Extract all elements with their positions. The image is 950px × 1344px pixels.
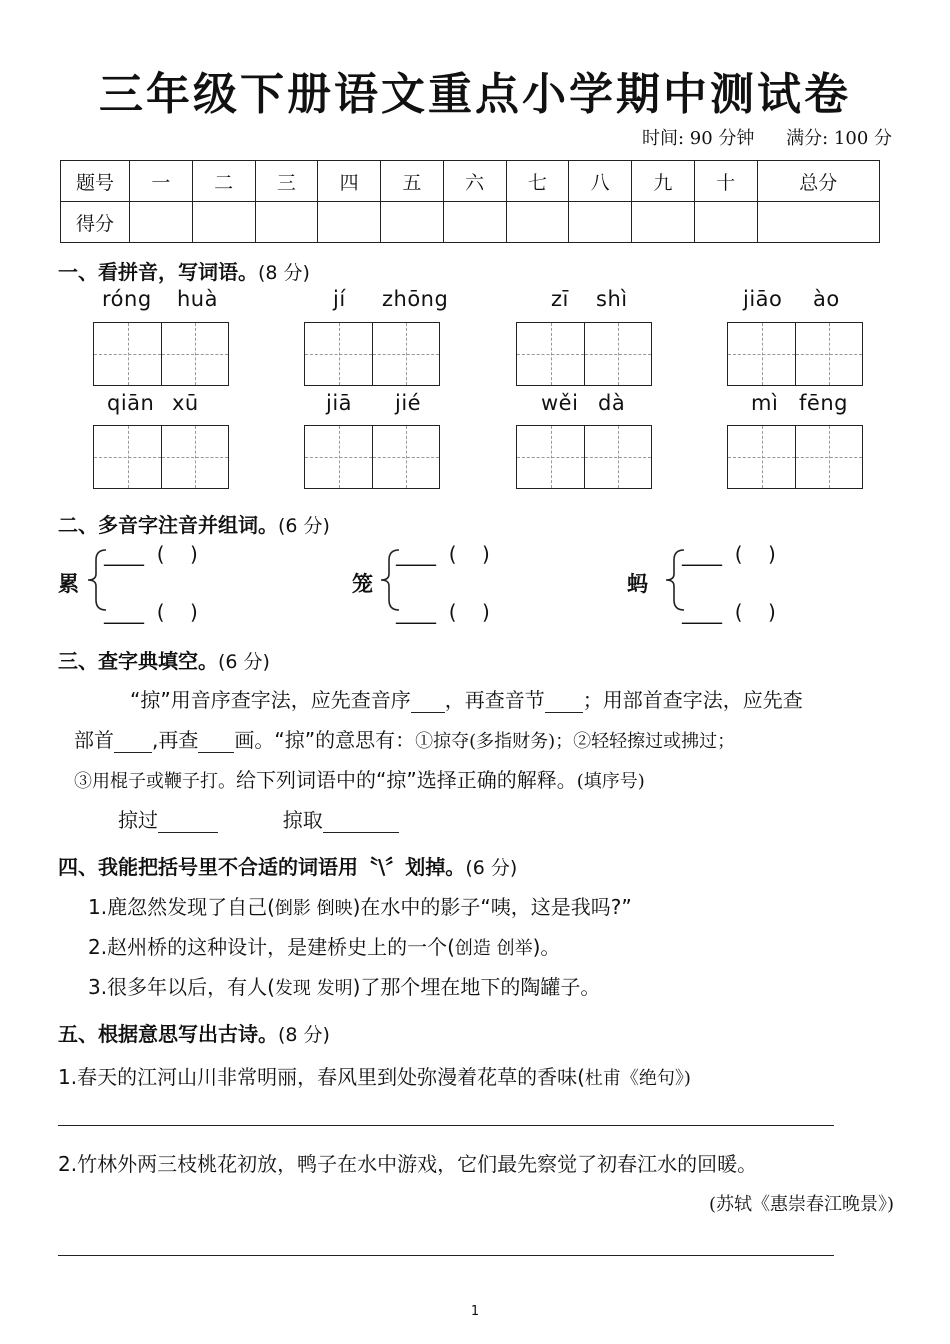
exam-time: 时间: 90 分钟	[641, 128, 755, 149]
writing-grid[interactable]	[304, 425, 440, 489]
s4-text: 2.赵州桥的这种设计，是建桥史上的一个(	[88, 935, 455, 959]
score-header-row	[61, 161, 880, 202]
pinyin-4b: ào	[813, 287, 840, 311]
score-input-cell[interactable]	[318, 202, 381, 243]
pinyin-1a: róng	[102, 287, 152, 311]
s4-question-3	[88, 971, 600, 1000]
s3-meanings: ①掠夺(多指财务)；②轻轻擦过或拂过；	[415, 731, 736, 752]
pinyin-5b: xū	[172, 391, 199, 415]
blank-field[interactable]	[323, 808, 399, 833]
s4-text: 1.鹿忽然发现了自己(	[88, 895, 275, 919]
score-input-cell[interactable]	[130, 202, 193, 243]
s4-question-2	[88, 931, 560, 960]
score-input-cell[interactable]	[506, 202, 569, 243]
score-input-cell[interactable]	[192, 202, 255, 243]
s5-question-1	[58, 1061, 691, 1090]
s4-word-choices[interactable]: 发现 发明	[274, 978, 353, 999]
polyphone-blank[interactable]: ____ ( )	[104, 600, 198, 624]
s3-text: ,再查	[152, 728, 199, 752]
score-header-cell: 题号	[61, 161, 130, 202]
section-2-title: 二、多音字注音并组词。	[58, 513, 278, 537]
section-2-points: (6 分)	[278, 515, 330, 537]
writing-grid[interactable]	[727, 322, 863, 386]
section-5-title: 五、根据意思写出古诗。	[58, 1022, 278, 1046]
score-header-cell: 六	[443, 161, 506, 202]
s4-text: 3.很多年以后，有人(	[88, 975, 275, 999]
score-header-cell: 十	[694, 161, 757, 202]
polyphone-char-1: 累	[58, 572, 79, 596]
pinyin-6b: jié	[395, 391, 422, 415]
page-number: 1	[470, 1304, 480, 1319]
s3-line-2	[74, 724, 735, 753]
section-1-title: 一、看拼音，写词语。	[58, 260, 258, 284]
answer-line[interactable]	[58, 1255, 834, 1256]
score-table	[60, 160, 880, 243]
section-1-points: (8 分)	[258, 262, 310, 284]
pinyin-6a: jiā	[326, 391, 353, 415]
score-input-cell[interactable]	[694, 202, 757, 243]
score-input-cell[interactable]	[381, 202, 444, 243]
section-4-heading	[58, 851, 517, 880]
polyphone-blank[interactable]: ____ ( )	[682, 600, 776, 624]
s4-text: )了那个埋在地下的陶罐子。	[352, 975, 601, 999]
writing-grid[interactable]	[727, 425, 863, 489]
s4-word-choices[interactable]: 倒影 倒映	[274, 898, 353, 919]
writing-grid[interactable]	[304, 322, 440, 386]
pinyin-3b: shì	[596, 287, 628, 311]
writing-grid[interactable]	[516, 425, 652, 489]
blank-field[interactable]	[158, 808, 218, 833]
polyphone-blank[interactable]: ____ ( )	[396, 542, 490, 566]
section-5-points: (8 分)	[278, 1024, 330, 1046]
score-input-cell[interactable]	[443, 202, 506, 243]
score-header-cell: 九	[632, 161, 695, 202]
score-header-cell: 三	[255, 161, 318, 202]
s3-hint: (填序号)	[576, 771, 645, 792]
s4-text: )。	[532, 935, 561, 959]
score-header-cell: 一	[130, 161, 193, 202]
score-header-cell: 二	[192, 161, 255, 202]
section-4-points: (6 分)	[465, 857, 518, 879]
exam-meta	[616, 124, 892, 150]
s3-text: ；用部首查字法，应先查	[582, 688, 803, 712]
score-header-cell: 七	[506, 161, 569, 202]
score-header-cell: 四	[318, 161, 381, 202]
polyphone-blank[interactable]: ____ ( )	[396, 600, 490, 624]
s3-line-1	[130, 684, 803, 713]
section-3-heading	[58, 645, 270, 674]
score-row-label: 得分	[61, 202, 130, 243]
pinyin-7b: dà	[598, 391, 626, 415]
writing-grid[interactable]	[93, 425, 229, 489]
score-value-row	[61, 202, 880, 243]
s3-text: 给下列词语中的“掠”选择正确的解释。	[236, 768, 577, 792]
pinyin-5a: qiān	[107, 391, 155, 415]
blank-field[interactable]	[114, 728, 152, 753]
score-input-cell[interactable]	[255, 202, 318, 243]
s3-word-1: 掠过	[118, 808, 158, 832]
s3-line-3	[74, 764, 645, 793]
section-5-heading	[58, 1018, 330, 1047]
answer-line[interactable]	[58, 1125, 834, 1126]
s4-text: )在水中的影子“咦，这是我吗?”	[352, 895, 632, 919]
pinyin-3a: zī	[551, 287, 569, 311]
score-header-cell: 五	[381, 161, 444, 202]
pinyin-8b: fēng	[799, 391, 848, 415]
writing-grid[interactable]	[516, 322, 652, 386]
score-header-cell: 总分	[757, 161, 880, 202]
pinyin-7a: wěi	[541, 391, 579, 415]
section-3-title: 三、查字典填空。	[58, 649, 218, 673]
s3-word-2: 掠取	[282, 808, 323, 832]
s3-text: “掠”用音序查字法，应先查音序	[130, 688, 411, 712]
section-2-heading	[58, 509, 330, 538]
s5-question-2: 2.竹林外两三枝桃花初放，鸭子在水中游戏，它们最先察觉了初春江水的回暖。	[58, 1152, 758, 1176]
writing-grid[interactable]	[93, 322, 229, 386]
pinyin-1b: huà	[177, 287, 218, 311]
blank-field[interactable]	[411, 688, 445, 713]
s4-word-choices[interactable]: 创造 创举	[454, 938, 533, 959]
score-input-cell[interactable]	[569, 202, 632, 243]
score-header-cell: 八	[569, 161, 632, 202]
s3-line-4	[118, 804, 399, 833]
s5-source: 杜甫《绝句》)	[584, 1068, 691, 1089]
exam-full-score: 满分: 100 分	[786, 128, 892, 149]
blank-field[interactable]	[198, 728, 234, 753]
polyphone-char-3: 蚂	[627, 572, 648, 596]
s3-meaning-3: ③用棍子或鞭子打。	[74, 771, 236, 792]
s3-text: 部首	[74, 728, 114, 752]
section-4-title: 四、我能把括号里不合适的词语用〝\〞划掉。	[58, 855, 466, 879]
polyphone-blank[interactable]: ____ ( )	[104, 542, 198, 566]
s4-question-1	[88, 891, 632, 920]
section-3-points: (6 分)	[218, 651, 270, 673]
pinyin-4a: jiāo	[743, 287, 783, 311]
score-input-cell[interactable]	[757, 202, 880, 243]
page-title: 三年级下册语文重点小学期中测试卷	[99, 69, 851, 120]
pinyin-8a: mì	[751, 391, 779, 415]
s5-text: 1.春天的江河山川非常明丽，春风里到处弥漫着花草的香味(	[58, 1065, 585, 1089]
polyphone-blank[interactable]: ____ ( )	[682, 542, 776, 566]
polyphone-char-2: 笼	[352, 572, 373, 596]
section-1-heading	[58, 256, 310, 285]
s3-text: 画。“掠”的意思有：	[234, 728, 416, 752]
pinyin-2a: jí	[333, 287, 346, 311]
pinyin-2b: zhōng	[382, 287, 449, 311]
score-input-cell[interactable]	[632, 202, 695, 243]
s3-text: ，再查音节	[444, 688, 545, 712]
s5-source-2: (苏轼《惠崇春江晚景》)	[708, 1194, 894, 1215]
blank-field[interactable]	[545, 688, 583, 713]
